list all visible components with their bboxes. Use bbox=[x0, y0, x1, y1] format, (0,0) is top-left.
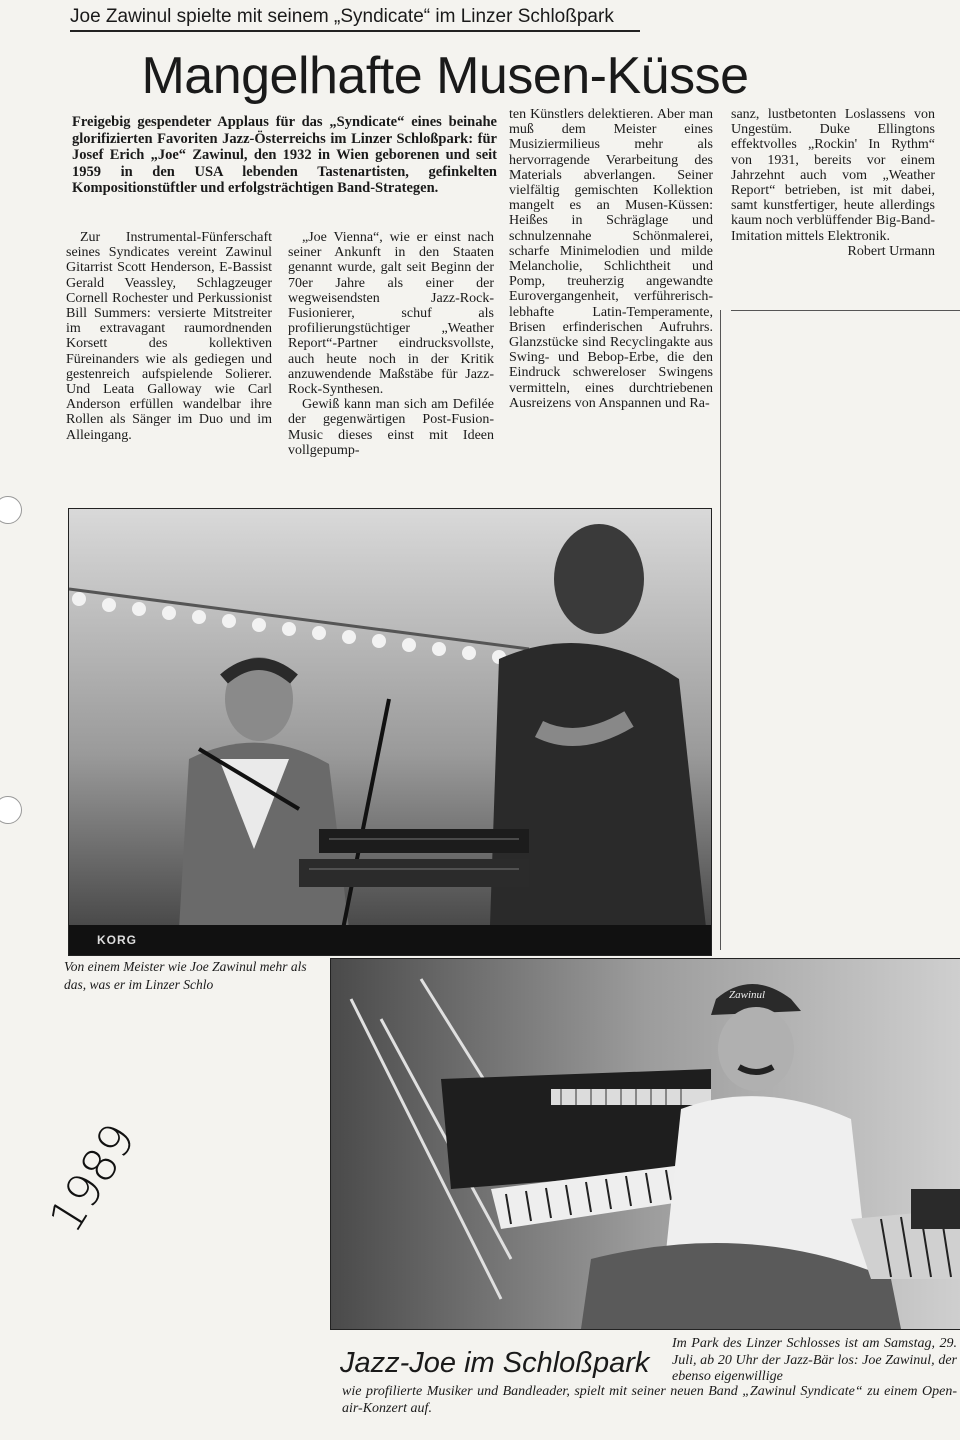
article-column-4 bbox=[731, 107, 935, 259]
column-3-text: ten Künstlers delektieren. Aber man muß dem Meister eines Musiziermilieus mehr als hervorragende Verarbeitung des Materials abverlangen. Seiner vielfältig gemischten Kollektion mangelt es an Musen-Küssen: Heißes in Schräglage und schnulzennahe Schönmalerei, scharfe Minimelodien und milde Melancholie, Schlichtheit und Pomp, treuherzig angewandte Eurovergangenheit, verführerisch-lebhafte Latin-Temperamente, Brisen erfinderischen Aufruhrs. Glanzstücke sind Recyclingakte aus Swing- und Bebop-Erbe, die den Eindruck schwereloser Swingens vermitteln, eines durchtriebenen Ausreizens von Anspannen und Ra- bbox=[509, 107, 713, 411]
article-column-3 bbox=[509, 107, 713, 411]
column-4-text: sanz, lustbetonten Loslassens von Ungestüm. Duke Ellingtons effektvolles „Rockin' In Rythm“ von 1931, bereits vor einem Jahrzehnt auch vom „Weather Report“ betrieben, ist mit dabei, samt kunstfertiger, heute allerdings kaum noch verblüffender Big-Band-Imitation mittels Elektronik. bbox=[731, 107, 935, 244]
article-lead: Freigebig gespendeter Applaus für das „Syndicate“ eines beinahe glorifizierten Favoriten Jazz-Österreichs im Linzer Schloßpark: für Josef Erich „Joe“ Zawinul, den 1932 in Wien geborenen und seit 1959 in den USA lebenden Tastenartisten, gefinkelten Kompositionstüftler und erfolgsträchtigen Band-Strategen. bbox=[72, 114, 497, 197]
column-2-paragraph-1: „Joe Vienna“, wie er einst nach seiner Ankunft in den Staaten genannt wurde, galt seit Beginn der 70er Jahre als einer der wegweisendsten Jazz-Rock-Fusionierer, schuf als profilierungstüchtiger „Weather Report“-Partner eindrucksvollste, auch heute noch in der Kritik anzuwendende Maßstäbe für Jazz-Rock-Synthesen. bbox=[288, 230, 494, 398]
concert-photo-image bbox=[69, 509, 711, 955]
piano-photo-caption-continued: wie profilierte Musiker und Bandleader, spielt mit seiner neuen Band „Zawinul Syndicate“ zu einem Open-air-Konzert auf. bbox=[342, 1384, 957, 1416]
handwritten-year: 1989 bbox=[38, 1113, 147, 1242]
column-2-paragraph-2: Gewiß kann man sich am Defilée der gegenwärtigen Post-Fusion-Music dieses einst mit Ideen vollgepump- bbox=[288, 397, 494, 458]
article-column-2 bbox=[288, 230, 494, 458]
article-column-1 bbox=[66, 230, 272, 443]
piano-photo bbox=[330, 958, 960, 1330]
article-kicker: Joe Zawinul spielte mit seinem „Syndicate“ im Linzer Schloßpark bbox=[70, 4, 640, 32]
punch-hole-top bbox=[0, 496, 22, 524]
keyboard-brand-label: KORG bbox=[97, 933, 137, 947]
column-1-text: Zur Instrumental-Fünferschaft seines Syndicates vereint Zawinul Gitarrist Scott Henderson, E-Bassist Gerald Veassley, Schlagzeuger Cornell Rochester und Perkussionist Bill Summers: versierte Mitstreiter im extravagant raumordnenden Korsett des kollektiven Füreinanders wie als gediegen und gestenreich aufspielende Solierer. Und Leata Galloway wie Carl Anderson erfüllen wandelbar ihre Rollen als Sänger im Duo und im Alleingang. bbox=[66, 230, 272, 443]
concert-photo-caption: Von einem Meister wie Joe Zawinul mehr als das, was er im Linzer Schlo bbox=[64, 959, 307, 992]
piano-photo-caption-text: Im Park des Linzer Schlosses ist am Samstag, 29. Juli, ab 20 Uhr der Jazz-Bär los: Joe Zawinul, der ebenso eigenwillige bbox=[672, 1336, 957, 1384]
article-byline: Robert Urmann bbox=[847, 243, 935, 259]
column-divider bbox=[720, 310, 721, 950]
concert-photo bbox=[68, 508, 712, 956]
punch-hole-bottom bbox=[0, 796, 22, 824]
cap-logo: Zawinul bbox=[729, 989, 766, 1001]
piano-photo-image bbox=[331, 959, 960, 1329]
article-headline: Mangelhafte Musen-Küsse bbox=[141, 47, 749, 105]
piano-photo-caption-title: Jazz-Joe im Schloßpark bbox=[340, 1347, 650, 1379]
column-divider-horizontal bbox=[731, 310, 960, 311]
